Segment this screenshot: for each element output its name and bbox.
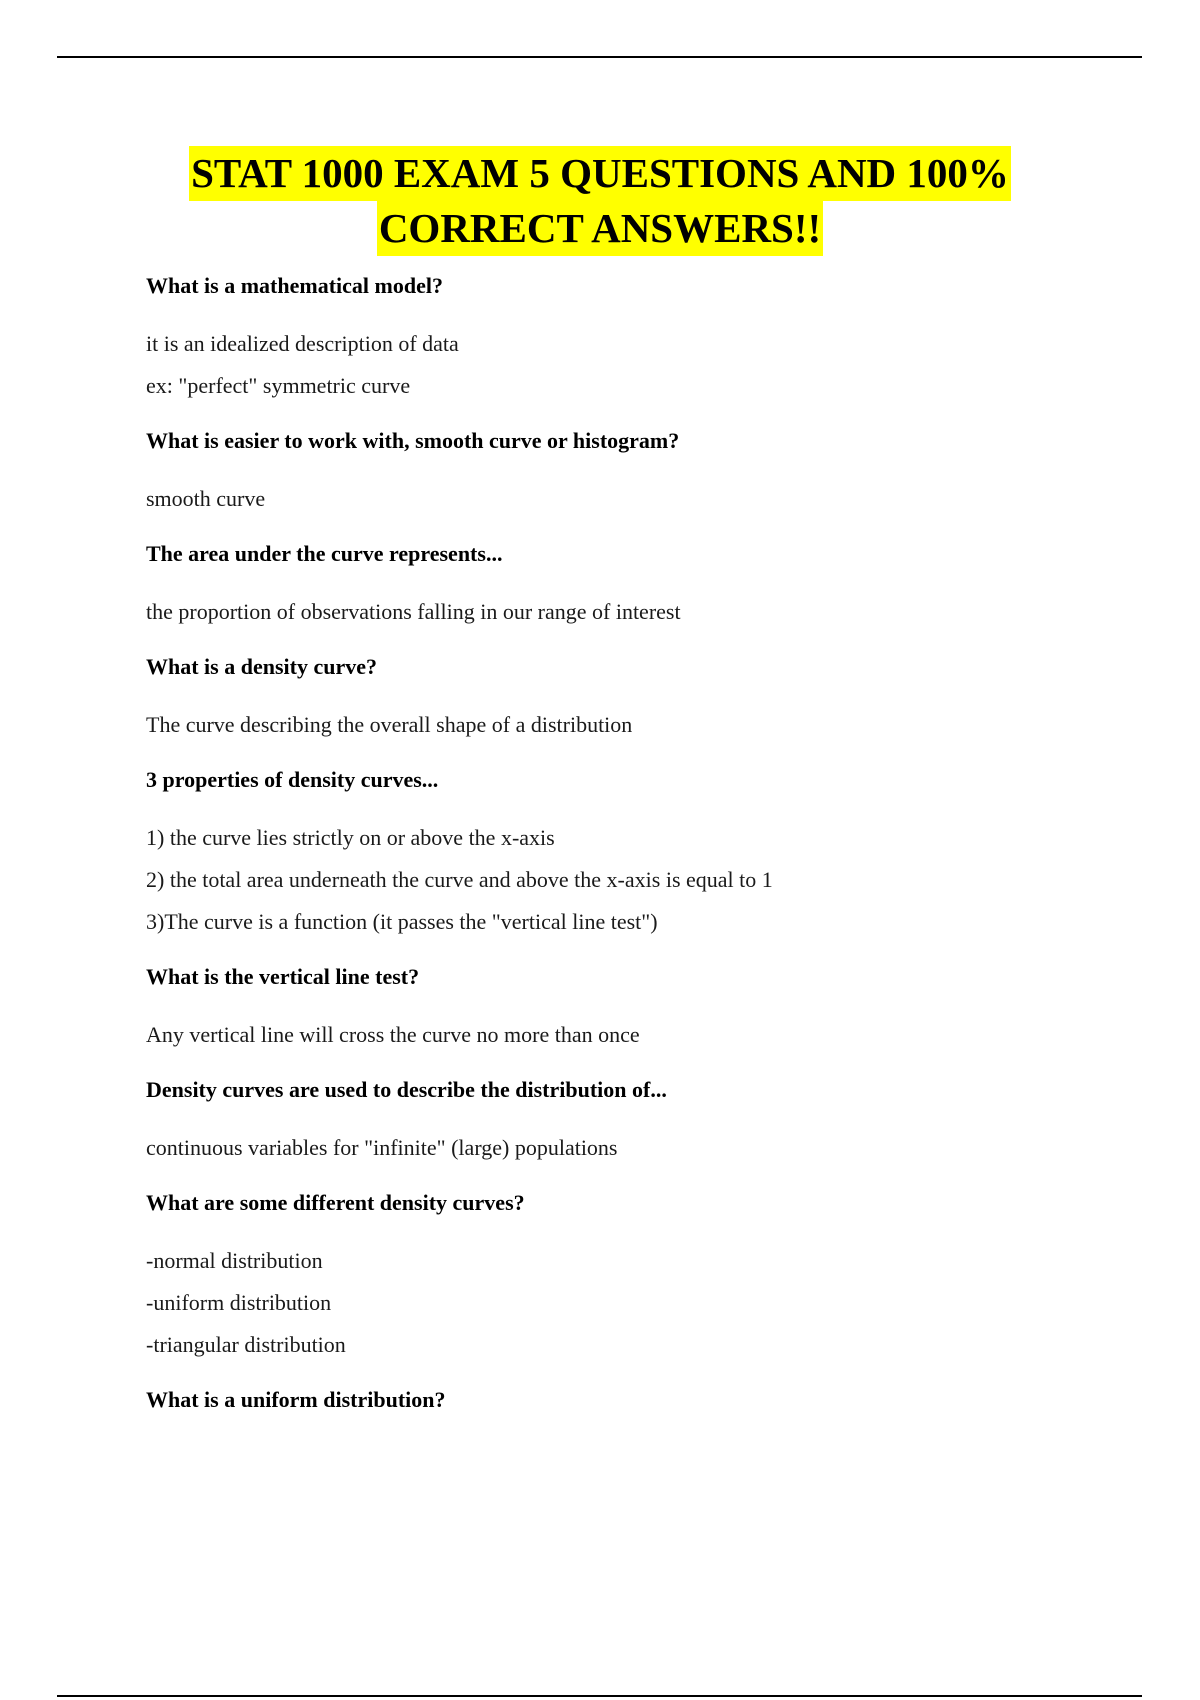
question: What is a mathematical model? [146,273,443,298]
answer-line: smooth curve [146,486,266,511]
answer-line: 2) the total area underneath the curve and above the x-axis is equal to 1 [146,867,773,892]
qa-item [146,957,1136,1056]
answer [146,591,1136,633]
answer-line: -normal distribution [146,1248,323,1273]
answer-line: 1) the curve lies strictly on or above the x-axis [146,825,555,850]
answer-line: 3)The curve is a function (it passes the "vertical line test") [146,909,658,934]
question: What is a density curve? [146,654,377,679]
top-rule [57,56,1142,58]
question: Density curves are used to describe the distribution of... [146,1077,667,1102]
answer [146,1014,1136,1056]
qa-item [146,421,1136,520]
qa-item [146,1183,1136,1366]
title-line-1: STAT 1000 EXAM 5 QUESTIONS AND 100% [189,146,1011,201]
title-line-2: CORRECT ANSWERS!! [377,201,823,256]
question: 3 properties of density curves... [146,767,439,792]
question: The area under the curve represents... [146,541,503,566]
qa-item [146,647,1136,746]
document-title [0,146,1200,256]
answer [146,704,1136,746]
answer [146,323,1136,407]
question: What is the vertical line test? [146,964,420,989]
qa-item [146,760,1136,943]
answer-line: ex: "perfect" symmetric curve [146,373,411,398]
answer-line: -triangular distribution [146,1332,346,1357]
qa-list [146,266,1136,1437]
answer-line: continuous variables for "infinite" (large) populations [146,1135,618,1160]
question: What are some different density curves? [146,1190,525,1215]
qa-item [146,266,1136,407]
qa-item [146,1380,1136,1420]
answer [146,817,1136,943]
answer-line: it is an idealized description of data [146,331,459,356]
answer [146,1240,1136,1366]
answer-line: -uniform distribution [146,1290,332,1315]
question: What is easier to work with, smooth curve or histogram? [146,428,680,453]
answer-line: the proportion of observations falling in our range of interest [146,599,681,624]
answer-line: The curve describing the overall shape of a distribution [146,712,633,737]
answer-line: Any vertical line will cross the curve no more than once [146,1022,640,1047]
answer [146,1127,1136,1169]
qa-item [146,534,1136,633]
qa-item [146,1070,1136,1169]
bottom-rule [57,1695,1142,1697]
question: What is a uniform distribution? [146,1387,446,1412]
answer [146,478,1136,520]
